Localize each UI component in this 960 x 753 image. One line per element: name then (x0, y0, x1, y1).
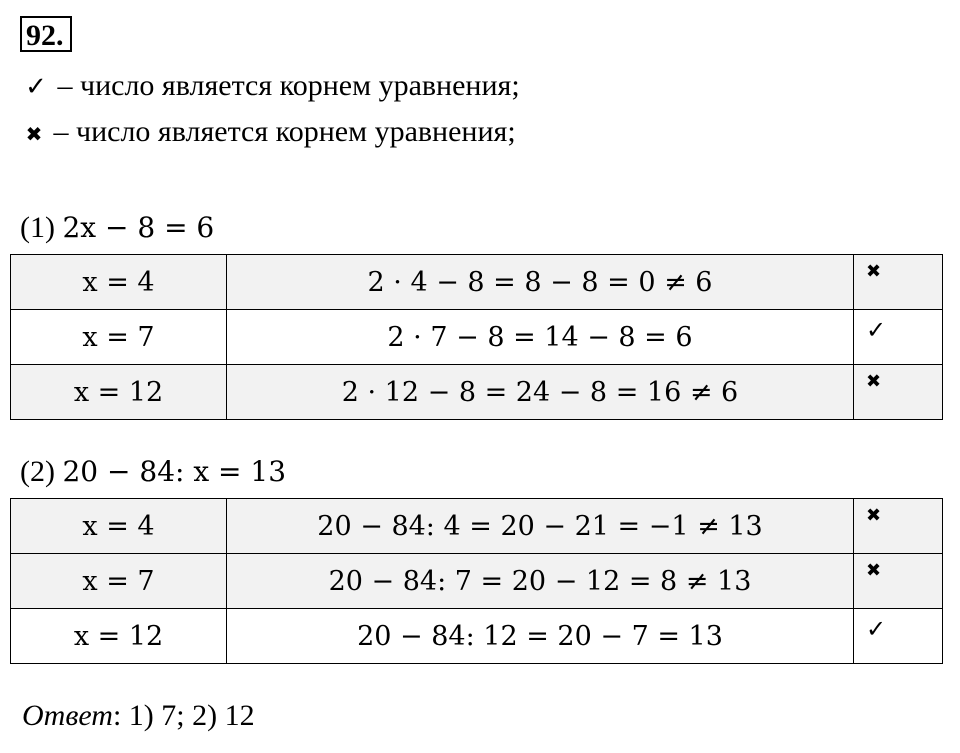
legend-not-root (22, 114, 516, 152)
calculation-cell: 2 · 7 − 8 = 14 − 8 = 6 (227, 310, 854, 365)
equation-2: 20 − 84: x = 13 (62, 455, 287, 488)
equation-1: 2x − 8 = 6 (62, 211, 215, 244)
cross-mark-icon: ✖ (854, 365, 943, 420)
table-row (11, 609, 943, 664)
x-value-cell: x = 12 (11, 365, 227, 420)
table-row (11, 310, 943, 365)
check-mark-icon: ✓ (854, 609, 943, 664)
calculation-cell: 2 · 4 − 8 = 8 − 8 = 0 ≠ 6 (227, 255, 854, 310)
answer-text: : 1) 7; 2) 12 (112, 699, 255, 732)
legend-root-text: – число является корнем уравнения; (50, 69, 520, 102)
equation-2-label: (2) (20, 455, 63, 488)
legend-root (22, 68, 520, 105)
calculation-cell: 2 · 12 − 8 = 24 − 8 = 16 ≠ 6 (227, 365, 854, 420)
calculation-cell: 20 − 84: 7 = 20 − 12 = 8 ≠ 13 (227, 554, 854, 609)
x-value-cell: x = 7 (11, 310, 227, 365)
cross-mark-icon: ✖ (854, 255, 943, 310)
problem-number: 92. (20, 16, 72, 52)
equation-1-heading (20, 210, 214, 246)
check-table-2 (10, 498, 943, 664)
calculation-cell: 20 − 84: 12 = 20 − 7 = 13 (227, 609, 854, 664)
x-value-cell: x = 4 (11, 499, 227, 554)
x-value-cell: x = 12 (11, 609, 227, 664)
x-value-cell: x = 7 (11, 554, 227, 609)
answer-label: Ответ (22, 699, 113, 732)
cross-mark-icon: ✖ (25, 122, 43, 146)
table-row (11, 365, 943, 420)
equation-1-label: (1) (20, 211, 63, 244)
x-value-cell: x = 4 (11, 255, 227, 310)
check-mark-icon: ✓ (25, 72, 47, 102)
table-row (11, 554, 943, 609)
table-row (11, 499, 943, 554)
answer-line (22, 698, 255, 734)
table-row (11, 255, 943, 310)
legend-not-root-text: – число является корнем уравнения; (46, 115, 516, 148)
check-mark-icon: ✓ (854, 310, 943, 365)
cross-mark-icon: ✖ (854, 554, 943, 609)
check-table-1 (10, 254, 943, 420)
cross-mark-icon: ✖ (854, 499, 943, 554)
equation-2-heading (20, 454, 286, 490)
calculation-cell: 20 − 84: 4 = 20 − 21 = −1 ≠ 13 (227, 499, 854, 554)
